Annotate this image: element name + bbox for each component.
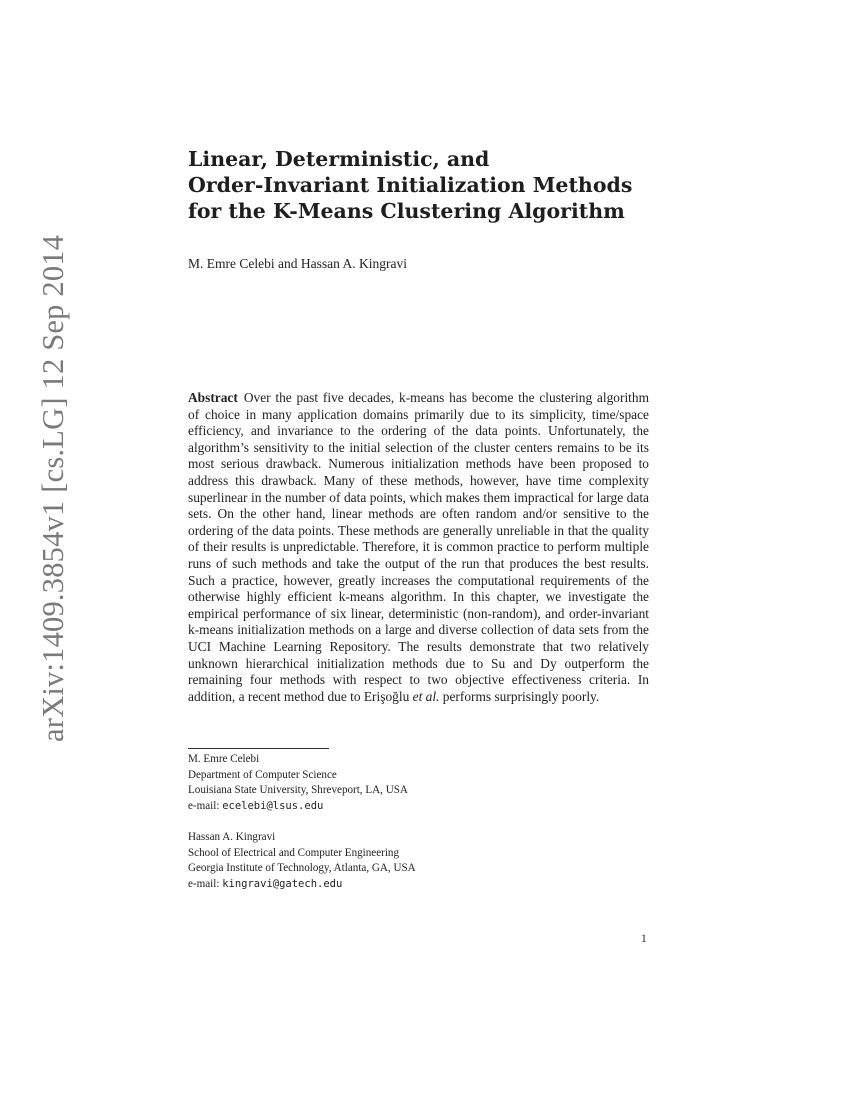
arxiv-identifier-stamp: arXiv:1409.3854v1 [cs.LG] 12 Sep 2014	[36, 234, 70, 742]
affiliation-name: M. Emre Celebi	[188, 753, 260, 765]
abstract-paragraph	[188, 390, 649, 705]
affiliation-institution: Georgia Institute of Technology, Atlanta, GA, USA	[188, 862, 416, 874]
footnote-rule	[188, 748, 329, 749]
page-number: 1	[641, 933, 647, 945]
abstract-et-al: et al.	[412, 688, 440, 704]
abstract-section	[188, 390, 649, 705]
affiliation-institution: Louisiana State University, Shreveport, LA, USA	[188, 784, 408, 796]
affiliation-department: School of Electrical and Computer Engineering	[188, 846, 400, 859]
affiliation-department: Department of Computer Science	[188, 768, 337, 781]
affiliation-email-line	[188, 877, 508, 893]
abstract-text: Over the past five decades, k-means has become the clustering algorithm of choice in many application domains primarily due to its simplicity, time/space efficiency, and invariance to the ordering of the data points. Unfortunately, the algorithm’s sensitivity to the initial selection of the cluster centers remains to be its most serious drawback. Numerous initialization methods have been proposed to address this drawback. Many of these methods, however, have time complexity superlinear in the number of data points, which makes them impractical for large data sets. On the other hand, linear methods are often random and/or sensitive to the ordering of the data points. These methods are generally unreliable in that the quality of their results is unpredictable. Therefore, it is common practice to perform multiple runs of such methods and take the output of the run that produces the best results. Such a practice, however, greatly increases the computational requirements of the otherwise highly efficient k-means algorithm. In this chapter, we investigate the empirical performance of six linear, deterministic (non-random), and order-invariant k-means initialization methods on a large and diverse collection of data sets from the UCI Machine Learning Repository. The results demonstrate that two relatively unknown hierarchical initialization methods due to Su and Dy outperform the remaining four methods with respect to two objective effectiveness criteria. In addition, a recent method due to Erişoğlu	[188, 390, 649, 704]
title-line: Linear, Deterministic, and	[188, 147, 490, 171]
abstract-label: Abstract	[188, 390, 238, 405]
title-line: Order-Invariant Initialization Methods	[188, 173, 633, 197]
paper-title	[188, 146, 668, 224]
email-address[interactable]: ecelebi@lsus.edu	[222, 799, 324, 812]
affiliation-email-line	[188, 799, 508, 815]
title-line: for the K-Means Clustering Algorithm	[188, 199, 625, 223]
affiliation-name: Hassan A. Kingravi	[188, 831, 276, 843]
abstract-tail: performs surprisingly poorly.	[442, 688, 600, 704]
email-label: e-mail:	[188, 877, 220, 890]
author-list: M. Emre Celebi and Hassan A. Kingravi	[188, 256, 407, 271]
email-address[interactable]: kingravi@gatech.edu	[222, 877, 343, 890]
affiliation-block-celebi	[188, 752, 508, 814]
affiliation-block-kingravi	[188, 830, 508, 892]
email-label: e-mail:	[188, 799, 220, 812]
